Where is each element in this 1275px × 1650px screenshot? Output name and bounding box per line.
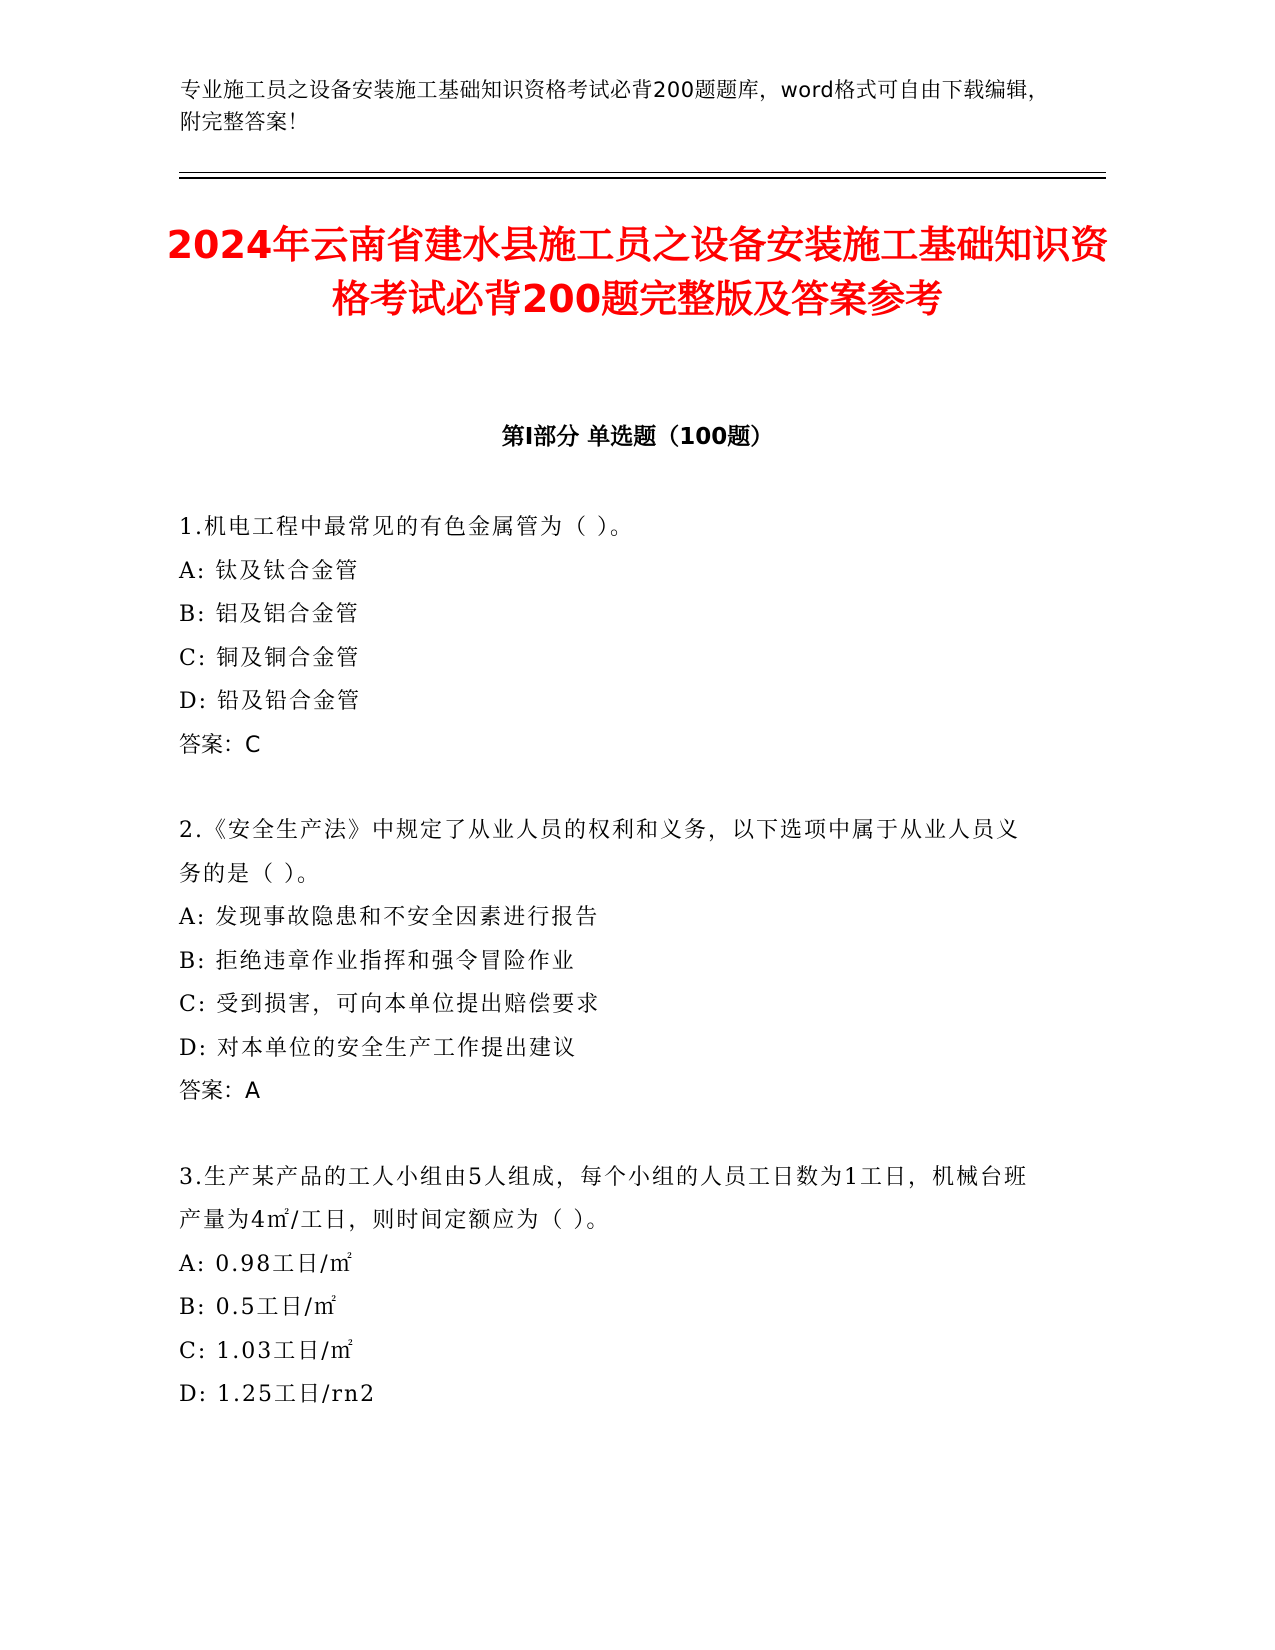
question-stem: 1.机电工程中最常见的有色金属管为（ ）。 xyxy=(179,515,634,540)
option-c: C: 1.03工日/㎡ xyxy=(179,1338,355,1364)
option-c: C: 铜及铜合金管 xyxy=(179,645,361,671)
option-d: D: 铅及铅合金管 xyxy=(179,689,362,714)
question-3 xyxy=(179,1156,1029,1417)
option-b: B: 铝及铝合金管 xyxy=(179,602,360,627)
section-heading: 第I部分 单选题（100题） xyxy=(501,424,774,450)
option-c: C: 受到损害，可向本单位提出赔偿要求 xyxy=(179,992,601,1017)
option-d: D: 1.25工日/rn2 xyxy=(179,1382,377,1407)
answer: 答案：C xyxy=(179,732,261,758)
question-2 xyxy=(179,809,1029,1114)
option-d: D: 对本单位的安全生产工作提出建议 xyxy=(179,1035,578,1061)
option-b: B: 拒绝违章作业指挥和强令冒险作业 xyxy=(179,948,576,974)
option-a: A: 发现事故隐患和不安全因素进行报告 xyxy=(179,905,600,930)
header-note: 专业施工员之设备安装施工基础知识资格考试必背200题题库，word格式可自由下载编辑，附完整答案！ xyxy=(180,78,1050,134)
question-stem: 3.生产某产品的工人小组由5人组成，每个小组的人员工日数为1工日，机械台班产量为4㎡/工日，则时间定额应为（ ）。 xyxy=(179,1164,1028,1233)
header-divider-thick xyxy=(179,177,1106,179)
question-stem: 2.《安全生产法》中规定了从业人员的权利和义务，以下选项中属于从业人员义务的是（ ）。 xyxy=(179,818,1020,887)
option-a: A: 0.98工日/㎡ xyxy=(179,1251,354,1277)
question-list xyxy=(179,506,1029,1459)
question-1 xyxy=(179,506,1029,767)
document-title: 2024年云南省建水县施工员之设备安装施工基础知识资格考试必背200题完整版及答案参考 xyxy=(166,223,1109,321)
answer: 答案：A xyxy=(179,1079,261,1104)
header-divider-thin xyxy=(179,172,1106,173)
option-a: A: 钛及钛合金管 xyxy=(179,558,360,584)
option-b: B: 0.5工日/㎡ xyxy=(179,1295,338,1320)
